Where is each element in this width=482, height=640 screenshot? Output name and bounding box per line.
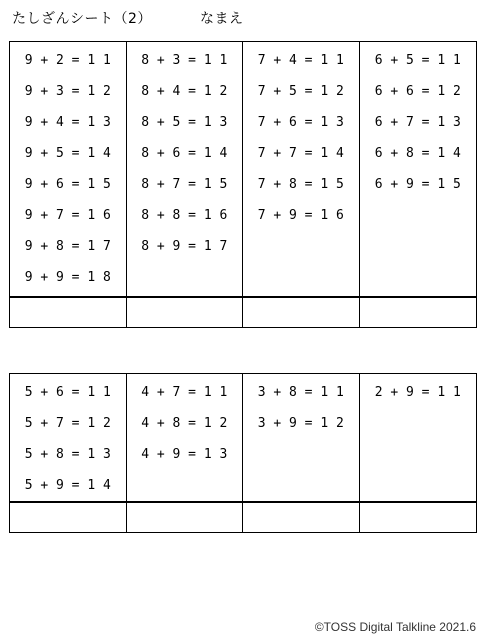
equation-column	[127, 42, 244, 296]
copyright-credit: ©TOSS Digital Talkline 2021.6	[314, 620, 476, 634]
equation: 9 + 6 = 1 5	[24, 177, 111, 192]
top-equation-grid	[9, 41, 477, 328]
answer-box[interactable]	[10, 296, 127, 327]
equation: 9 + 3 = 1 2	[24, 84, 111, 99]
equation-column	[360, 42, 477, 296]
equation: 8 + 7 = 1 5	[141, 177, 228, 192]
equation: 8 + 3 = 1 1	[141, 53, 228, 68]
answer-box[interactable]	[127, 501, 244, 532]
name-label: なまえ	[200, 11, 244, 27]
equation: 9 + 5 = 1 4	[24, 146, 111, 161]
answer-box[interactable]	[10, 501, 127, 532]
equation: 7 + 7 = 1 4	[257, 146, 344, 161]
equation: 3 + 9 = 1 2	[257, 416, 344, 431]
equation: 8 + 5 = 1 3	[141, 115, 228, 130]
equation: 7 + 6 = 1 3	[257, 115, 344, 130]
equation-column	[10, 374, 127, 501]
answer-box[interactable]	[243, 501, 360, 532]
equation: 6 + 8 = 1 4	[374, 146, 461, 161]
equation: 6 + 5 = 1 1	[374, 53, 461, 68]
equation: 9 + 7 = 1 6	[24, 208, 111, 223]
equation-column	[127, 374, 244, 501]
equation: 9 + 8 = 1 7	[24, 239, 111, 254]
equation-column	[360, 374, 477, 501]
equation: 9 + 2 = 1 1	[24, 53, 111, 68]
equation: 4 + 8 = 1 2	[141, 416, 228, 431]
answer-box[interactable]	[127, 296, 244, 327]
equation: 8 + 4 = 1 2	[141, 84, 228, 99]
bottom-equation-grid	[9, 373, 477, 533]
equation: 7 + 8 = 1 5	[257, 177, 344, 192]
equation: 6 + 7 = 1 3	[374, 115, 461, 130]
equation: 4 + 7 = 1 1	[141, 385, 228, 400]
equation: 5 + 9 = 1 4	[24, 478, 111, 493]
equation: 6 + 6 = 1 2	[374, 84, 461, 99]
equation: 4 + 9 = 1 3	[141, 447, 228, 462]
equation: 7 + 4 = 1 1	[257, 53, 344, 68]
equation: 5 + 8 = 1 3	[24, 447, 111, 462]
equation: 9 + 9 = 1 8	[24, 270, 111, 285]
equation-column	[243, 374, 360, 501]
equation: 8 + 6 = 1 4	[141, 146, 228, 161]
equation: 7 + 5 = 1 2	[257, 84, 344, 99]
page-title: たしざんシート（2）	[12, 11, 152, 27]
answer-box[interactable]	[360, 501, 477, 532]
equation: 2 + 9 = 1 1	[374, 385, 461, 400]
answer-box[interactable]	[360, 296, 477, 327]
equation: 5 + 6 = 1 1	[24, 385, 111, 400]
answer-box[interactable]	[243, 296, 360, 327]
equation: 6 + 9 = 1 5	[374, 177, 461, 192]
equation: 3 + 8 = 1 1	[257, 385, 344, 400]
equation: 7 + 9 = 1 6	[257, 208, 344, 223]
equation: 5 + 7 = 1 2	[24, 416, 111, 431]
equation: 8 + 8 = 1 6	[141, 208, 228, 223]
equation: 9 + 4 = 1 3	[24, 115, 111, 130]
equation-column	[10, 42, 127, 296]
equation-column	[243, 42, 360, 296]
equation: 8 + 9 = 1 7	[141, 239, 228, 254]
